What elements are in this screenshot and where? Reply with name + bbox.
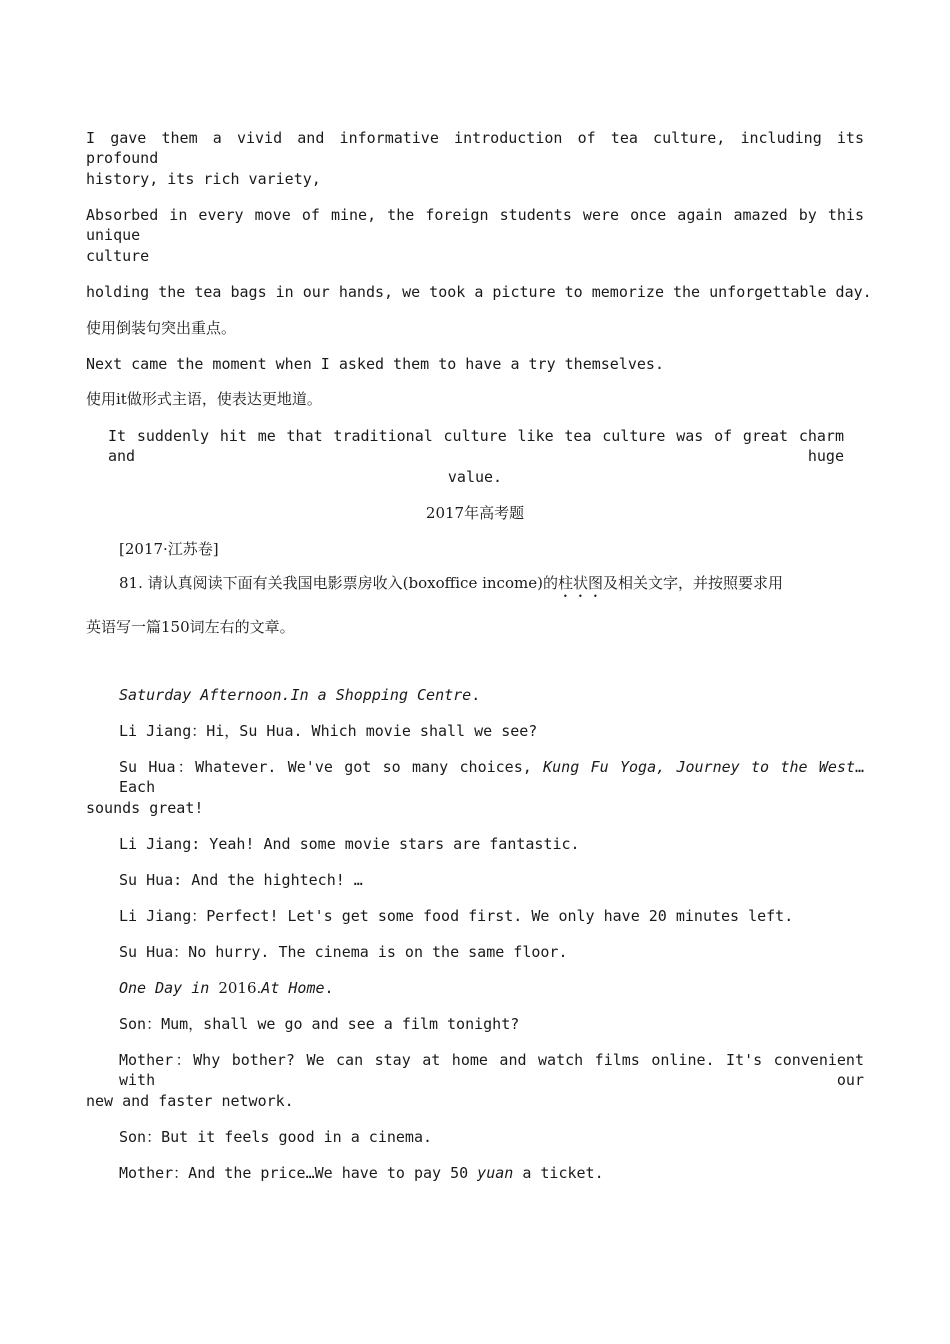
tea-line-3: Absorbed in every move of mine, the foreign students were once again amazed by this unique [86,206,864,244]
tea-line-8: value. [447,468,503,486]
question-81 [119,573,864,601]
dialog-2-line-3: Son：But it feels good in a cinema. [119,1128,433,1146]
movie-titles: Kung Fu Yoga, Journey to the West [543,758,855,776]
dialog-1-line-5: Li Jiang：Perfect! Let's get some food first. We only have 20 minutes left. [119,907,794,925]
scene-1-heading [119,685,864,705]
question-text-part-2: 及相关文字，并按照要求用 [602,574,783,592]
scene-2-period: . [324,979,334,997]
dialog-1-line-1: Li Jiang：Hi，Su Hua. Which movie shall we see? [119,722,538,740]
dialog-2-line-2-cont: new and faster network. [86,1092,294,1110]
scene-1-period: . [471,686,481,704]
dialog-1-line-2 [119,757,864,797]
scene-2-time: One Day in [119,979,219,997]
tea-note-2: 使用it做形式主语，使表达更地道。 [86,390,322,408]
tea-note-1: 使用倒装句突出重点。 [86,319,237,337]
dialog-2-line-1: Son：Mum，shall we go and see a film tonight? [119,1015,520,1033]
dialog-1-line-4: Su Hua: And the hightech! … [119,871,363,889]
emphasis-bar-chart: 柱状图 [557,574,603,592]
dialog-1-line-2-c: …Each [119,758,865,796]
scene-2-year: 2016. [218,979,262,997]
tea-line-1: I gave them a vivid and informative introduction of tea culture, including its profound [86,129,864,167]
tea-line-6: Next came the moment when I asked them to have a try themselves. [86,355,664,373]
scene-1-time: Saturday Afternoon. [119,686,291,704]
dialog-1-line-3: Li Jiang: Yeah! And some movie stars are fantastic. [119,835,580,853]
question-81-line-2: 英语写一篇150词左右的文章。 [86,618,295,636]
tea-line-2: history, its rich variety, [86,170,321,188]
tea-line-5: holding the tea bags in our hands, we took a picture to memorize the unforgettable day. [86,283,872,301]
exam-source: [2017·江苏卷] [119,540,219,558]
section-title: 2017年高考题 [425,504,525,522]
tea-line-7: It suddenly hit me that traditional culture like tea culture was of great charm and huge [108,427,844,465]
dialog-2-line-4 [119,1163,864,1183]
tea-line-4: culture [86,247,150,265]
dialog-1-line-6: Su Hua：No hurry. The cinema is on the same floor. [119,943,568,961]
dialog-1-line-2-cont: sounds great! [86,799,204,817]
scene-2-place: At Home [261,979,325,997]
dialog-1-line-2-a: Su Hua：Whatever. We've got so many choices, [119,758,544,776]
scene-1-place: In a Shopping Centre [290,686,472,704]
dialog-2-line-4-a: Mother：And the price…We have to pay 50 [119,1164,478,1182]
dialog-2-line-2: Mother：Why bother? We can stay at home and watch films online. It's convenient with our [119,1051,864,1089]
scene-2-heading [119,978,864,998]
question-text-part-1: 81. 请认真阅读下面有关我国电影票房收入(boxoffice income)的 [119,574,558,592]
dialog-2-line-4-c: a ticket. [513,1164,604,1182]
currency-yuan: yuan [477,1164,514,1182]
